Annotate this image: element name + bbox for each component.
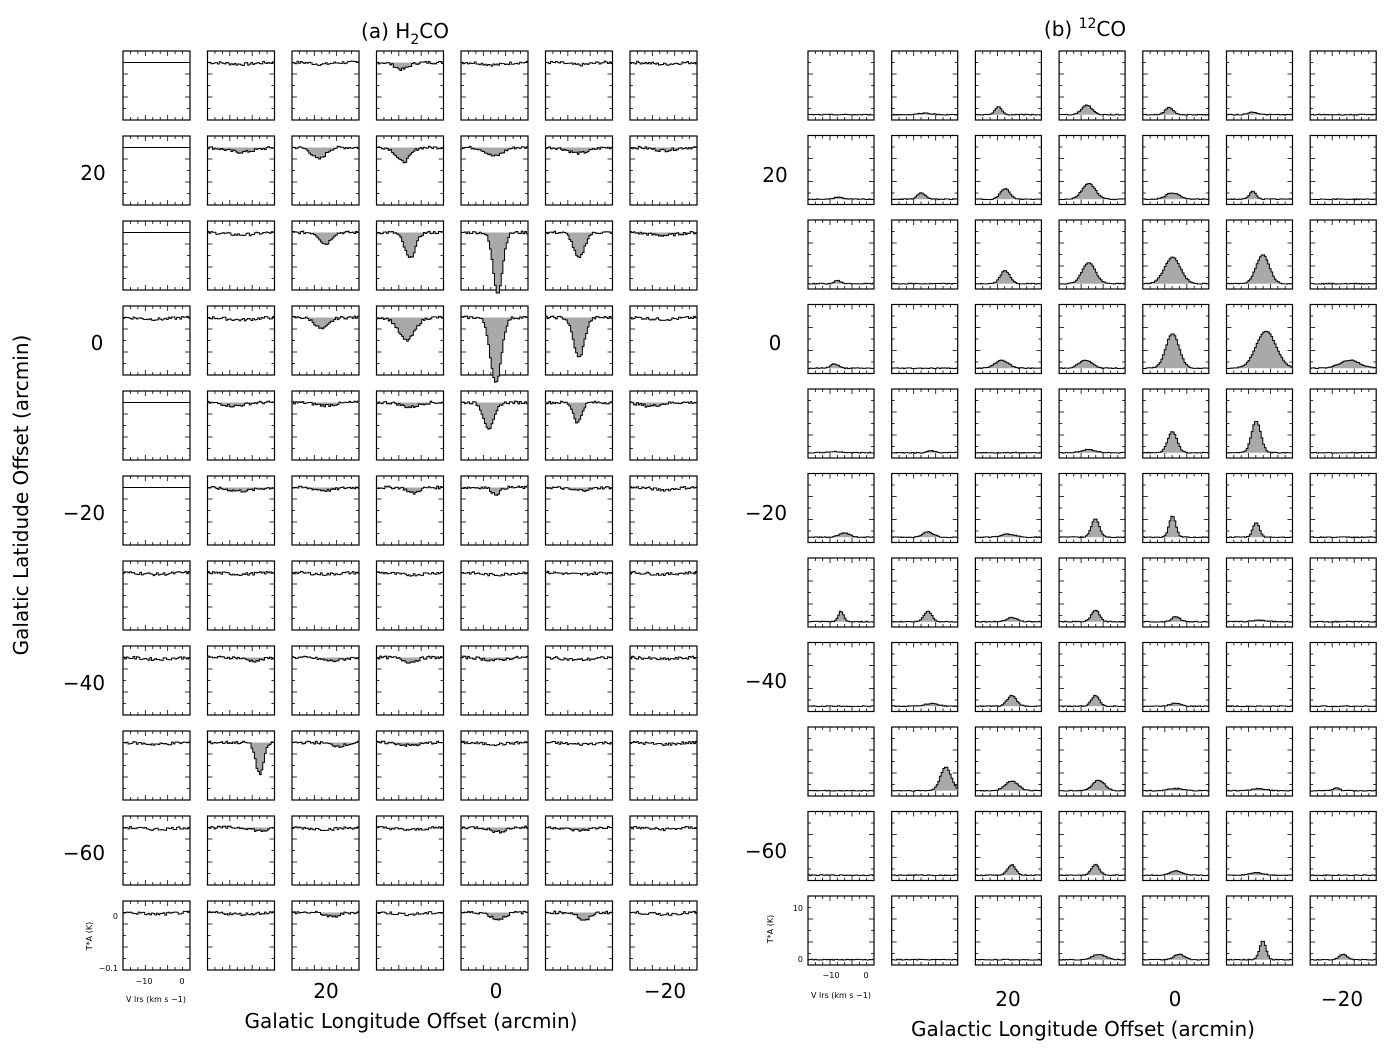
cell-frame [546,816,613,885]
cell-frame [1227,136,1293,205]
panel-a-spectrum-cell-r7-c6 [630,646,697,715]
panel-a-spectrum-cell-r10-c2 [292,901,359,970]
panel-b-spectrum-cell-r2-c5 [1227,220,1293,289]
panel-a-spectrum-cell-r8-c0 [123,731,190,800]
cell-frame [123,306,190,375]
panel-a-spectrum-cell-r1-c6 [630,136,697,205]
panel-b-spectrum-cell-r5-c2 [975,474,1041,543]
panel-a-lat-tick-m60: −60 [62,841,106,865]
panel-a-spectrum-cell-r10-c3 [377,901,444,970]
cell-frame [892,305,958,374]
panel-a-spectrum-cell-r2-c3 [377,221,444,290]
panel-b-spectrum-cell-r4-c4 [1143,389,1209,458]
panel-b-spectrum-cell-r10-c3 [1059,896,1125,965]
panel-a-spectrum-cell-r1-c3 [377,136,444,205]
panel-b-spectrum-cell-r1-c4 [1143,136,1209,205]
panel-b-lat-tick-0: 0 [768,331,782,355]
panel-a-spectrum-cell-r0-c4 [461,51,528,120]
panel-a-lat-tick-20: 20 [80,161,106,185]
panel-a-spectrum-cell-r8-c6 [630,731,697,800]
cell-frame [123,136,190,205]
cell-frame [1310,389,1376,458]
cell-frame [377,136,444,205]
panel-a-spectrum-cell-r7-c5 [546,646,613,715]
panel-b-spectrum-cell-r0-c6 [1310,51,1376,120]
panel-b-spectrum-cell-r5-c0 [808,474,874,543]
panel-b-spectrum-cell-r6-c5 [1227,558,1293,627]
spectrum-histogram [892,283,958,284]
cell-frame [1227,727,1293,796]
cell-frame [892,220,958,289]
panel-b-spectrum-cell-r2-c0 [808,220,874,289]
panel-b-spectrum-cell-r5-c4 [1143,474,1209,543]
panel-b-lat-tick-m20: −20 [744,501,788,525]
panel-b-spectrum-cell-r2-c6 [1310,220,1376,289]
panel-b-spectrum-cell-r5-c5 [1227,474,1293,543]
panel-a-spectrum-cell-r6-c0 [123,561,190,630]
panel-a-spectrum-cell-r3-c0 [123,306,190,375]
panel-b-spectrum-cell-r4-c2 [975,389,1041,458]
panel-a-spectrum-cell-r10-c0 [123,901,190,970]
panel-a-spectrum-cell-r1-c1 [208,136,275,205]
cell-frame [1310,643,1376,712]
panel-b-lon-tick-m20: −20 [1320,987,1364,1011]
panel-b-spectrum-cell-r3-c4 [1143,305,1209,374]
panel-a-spectrum-cell-r9-c6 [630,816,697,885]
panel-b-spectrum-cell-r6-c0 [808,558,874,627]
panel-b-spectrum-cell-r1-c6 [1310,136,1376,205]
panel-a-spectrum-cell-r4-c2 [292,391,359,460]
cell-frame [808,812,874,881]
cell-frame [208,476,275,545]
panel-a-spectrum-cell-r6-c3 [377,561,444,630]
panel-a-spectrum-cell-r6-c4 [461,561,528,630]
cell-frame [1310,474,1376,543]
cell-frame [975,51,1041,120]
panel-b-lat-tick-m60: −60 [744,839,788,863]
cell-frame [208,221,275,290]
panel-a-spectrum-cell-r3-c2 [292,306,359,375]
panel-b-spectrum-cell-r7-c5 [1227,643,1293,712]
panel-a-spectrum-cell-r9-c1 [208,816,275,885]
panel-b-spectrum-cell-r6-c6 [1310,558,1376,627]
cell-frame [546,476,613,545]
panel-b-spectrum-cell-r3-c3 [1059,305,1125,374]
panel-b-spectrum-cell-r3-c5 [1227,305,1293,374]
cell-frame [208,136,275,205]
panel-a-lon-tick-m20: −20 [643,979,687,1003]
cell-frame [377,901,444,970]
panel-a-lon-tick-0: 0 [489,979,503,1003]
panel-a-spectrum-cell-r3-c4 [461,306,528,382]
panel-b-spectrum-cell-r5-c1 [892,474,958,543]
panel-a-spectrum-cell-r0-c2 [292,51,359,120]
cell-frame [123,51,190,120]
panel-b-inset-ytick-10: 10 [792,904,803,913]
panel-b-spectrum-cell-r10-c2 [975,896,1041,965]
cell-frame [123,391,190,460]
cell-frame [808,136,874,205]
panel-b-spectrum-cell-r7-c6 [1310,643,1376,712]
panel-b-spectrum-cell-r2-c1 [892,220,958,289]
panel-a-spectrum-cell-r1-c5 [546,136,613,205]
panel-b-spectrum-cell-r4-c6 [1310,389,1376,458]
panel-a-spectrum-cell-r9-c4 [461,816,528,885]
cell-frame [1059,389,1125,458]
panel-b-spectrum-cell-r7-c3 [1059,643,1125,712]
panel-b-spectrum-cell-r10-c0 [808,896,874,965]
panel-a-spectrum-cell-r5-c2 [292,476,359,545]
panel-b-spectrum-cell-r3-c6 [1310,305,1376,374]
spectrum-histogram [1310,875,1376,876]
panel-a-spectrum-cell-r3-c5 [546,306,613,375]
panel-b-spectrum-cell-r7-c2 [975,643,1041,712]
cell-frame [808,643,874,712]
panel-b-spectrum-cell-r1-c0 [808,136,874,205]
panel-a-spectrum-cell-r4-c4 [461,391,528,460]
cell-frame [630,391,697,460]
panel-a-spectrum-cell-r1-c4 [461,136,528,205]
panel-a-title: (a) $H_2CO$ [361,19,449,48]
cell-frame [808,51,874,120]
spectrum-histogram [1227,706,1293,707]
panel-b-spectrum-cell-r9-c3 [1059,812,1125,881]
cell-frame [892,812,958,881]
panel-b-spectrum-cell-r9-c5 [1227,812,1293,881]
cell-frame [123,476,190,545]
panel-a-lat-tick-m40: −40 [62,671,106,695]
y-axis-label: Galatic Latidude Offset (arcmin) [9,334,33,656]
panel-b-spectrum-cell-r8-c6 [1310,727,1376,796]
panel-b-spectrum-cell-r8-c1 [892,727,958,796]
panel-a-spectrum-cell-r7-c1 [208,646,275,715]
panel-a-spectra-grid [123,51,697,970]
panel-b-lon-tick-0: 0 [1168,987,1182,1011]
cell-frame [1143,727,1209,796]
panel-b-spectrum-cell-r6-c4 [1143,558,1209,627]
panel-a-inset-ylabel: T*A (K) [85,921,94,951]
panel-a-spectrum-cell-r2-c6 [630,221,697,290]
cell-frame [975,389,1041,458]
panel-b-title: (b) $^{12}$CO [1043,16,1127,41]
cell-frame [1143,643,1209,712]
panel-a-spectrum-cell-r2-c2 [292,221,359,290]
panel-b-inset-xtick-0: 0 [863,971,869,980]
panel-a-spectrum-cell-r6-c1 [208,561,275,630]
panel-b-inset-xlabel: V lrs (km s −1) [811,991,871,1000]
panel-b-spectrum-cell-r0-c5 [1227,51,1293,120]
panel-b-x-axis-label: Galactic Longitude Offset (arcmin) [911,1017,1255,1041]
panel-a-spectrum-cell-r0-c0 [123,51,190,120]
panel-b-inset-xtick-m10: −10 [822,971,840,980]
panel-b-spectra-grid [808,51,1376,965]
panel-a-spectrum-cell-r10-c4 [461,901,528,970]
panel-b-spectrum-cell-r3-c0 [808,305,874,374]
cell-frame [808,305,874,374]
panel-b-spectrum-cell-r7-c4 [1143,643,1209,712]
panel-a-spectrum-cell-r7-c4 [461,646,528,715]
panel-b-spectrum-cell-r3-c2 [975,305,1041,374]
cell-frame [546,391,613,460]
panel-b-spectrum-cell-r2-c3 [1059,220,1125,289]
cell-frame [208,391,275,460]
panel-a-lat-tick-0: 0 [90,331,104,355]
spectrum-histogram [808,114,874,115]
panel-a-spectrum-cell-r5-c6 [630,476,697,545]
cell-frame [461,51,528,120]
panel-a-spectrum-cell-r5-c0 [123,476,190,545]
panel-a-inset-xtick-0: 0 [179,977,185,986]
panel-b-spectrum-cell-r4-c0 [808,389,874,458]
panel-b-spectrum-cell-r8-c4 [1143,727,1209,796]
panel-a-spectrum-cell-r7-c0 [123,646,190,715]
panel-b-spectrum-cell-r3-c1 [892,305,958,374]
panel-b-spectrum-cell-r8-c2 [975,727,1041,796]
cell-frame [975,474,1041,543]
cell-frame [1227,51,1293,120]
cell-frame [1310,136,1376,205]
panel-a-spectrum-cell-r4-c0 [123,391,190,460]
panel-b-spectrum-cell-r9-c1 [892,812,958,881]
cell-frame [1310,51,1376,120]
panel-a-spectrum-cell-r6-c5 [546,561,613,630]
panel-a-x-axis-label: Galatic Longitude Offset (arcmin) [244,1009,578,1033]
cell-frame [808,474,874,543]
cell-frame [975,558,1041,627]
cell-frame [630,221,697,290]
panel-b-spectrum-cell-r7-c1 [892,643,958,712]
cell-frame [630,561,697,630]
spectrum-histogram [892,368,958,369]
panel-a-spectrum-cell-r8-c5 [546,731,613,800]
panel-b-spectrum-cell-r10-c5 [1227,896,1293,965]
cell-frame [1143,51,1209,120]
panel-a-spectrum-cell-r1-c0 [123,136,190,205]
panel-a-spectrum-cell-r9-c5 [546,816,613,885]
panel-b-spectrum-cell-r0-c2 [975,51,1041,120]
panel-a-spectrum-cell-r9-c2 [292,816,359,885]
panel-a-spectrum-cell-r3-c3 [377,306,444,375]
spectrum-histogram [1310,706,1376,707]
panel-b-spectrum-cell-r9-c4 [1143,812,1209,881]
panel-b-spectrum-cell-r4-c1 [892,389,958,458]
cell-frame [461,561,528,630]
cell-frame [808,389,874,458]
cell-frame [208,731,275,800]
cell-frame [1059,896,1125,965]
panel-a-spectrum-cell-r8-c1 [208,731,275,800]
panel-b-spectrum-cell-r4-c5 [1227,389,1293,458]
cell-frame [292,136,359,205]
panel-b-spectrum-cell-r5-c3 [1059,474,1125,543]
panel-b-lat-tick-m40: −40 [744,669,788,693]
panel-a-spectrum-cell-r2-c4 [461,221,528,293]
panel-b-spectrum-cell-r0-c1 [892,51,958,120]
cell-frame [1227,558,1293,627]
panel-a-spectrum-cell-r2-c5 [546,221,613,290]
panel-b-spectrum-cell-r9-c0 [808,812,874,881]
cell-frame [892,389,958,458]
panel-a-spectrum-cell-r5-c4 [461,476,528,545]
cell-frame [292,816,359,885]
cell-frame [892,51,958,120]
panel-a-spectrum-cell-r0-c3 [377,51,444,120]
cell-frame [377,51,444,120]
panel-a-spectrum-cell-r6-c6 [630,561,697,630]
cell-frame [1310,812,1376,881]
cell-frame [808,220,874,289]
panel-a-spectrum-cell-r2-c1 [208,221,275,290]
cell-frame [546,561,613,630]
panel-b-spectrum-cell-r2-c4 [1143,220,1209,289]
panel-a-spectrum-cell-r7-c2 [292,646,359,715]
panel-a-spectrum-cell-r10-c6 [630,901,697,970]
panel-b-spectrum-cell-r8-c0 [808,727,874,796]
panel-b-spectrum-cell-r2-c2 [975,220,1041,289]
panel-a-inset-xtick-m10: −10 [135,977,153,986]
cell-frame [630,901,697,970]
panel-a-spectrum-cell-r10-c1 [208,901,275,970]
cell-frame [292,901,359,970]
panel-a-spectrum-cell-r6-c2 [292,561,359,630]
spectrum-histogram [1310,452,1376,453]
panel-a-inset-ytick-m01: −0.1 [98,964,118,973]
panel-a-lat-tick-m20: −20 [62,501,106,525]
panel-a-spectrum-cell-r10-c5 [546,901,613,970]
panel-a-spectrum-cell-r4-c1 [208,391,275,460]
cell-frame [1227,812,1293,881]
panel-b-inset-ytick-0: 0 [797,955,803,964]
spectrum-histogram [892,959,958,960]
panel-a-spectrum-cell-r8-c4 [461,731,528,800]
panel-b-spectrum-cell-r6-c1 [892,558,958,627]
panel-b-spectrum-cell-r1-c3 [1059,136,1125,205]
panel-a-spectrum-cell-r5-c5 [546,476,613,545]
panel-b-spectrum-cell-r10-c6 [1310,896,1376,965]
cell-frame [892,643,958,712]
panel-b-lat-tick-20: 20 [762,163,788,187]
panel-a-spectrum-cell-r4-c6 [630,391,697,460]
cell-frame [208,561,275,630]
panel-a-spectrum-cell-r4-c3 [377,391,444,460]
panel-b-inset-ylabel: T*A (K) [766,914,775,944]
panel-a-spectrum-cell-r9-c0 [123,816,190,885]
cell-frame [1227,643,1293,712]
cell-frame [377,561,444,630]
panel-b-spectrum-cell-r4-c3 [1059,389,1125,458]
cell-frame [123,901,190,970]
cell-frame [377,731,444,800]
panel-b-spectrum-cell-r9-c2 [975,812,1041,881]
panel-b-spectrum-cell-r10-c1 [892,896,958,965]
panel-a-spectrum-cell-r3-c6 [630,306,697,375]
panel-a-spectrum-cell-r5-c3 [377,476,444,545]
panel-a-spectrum-cell-r8-c2 [292,731,359,800]
panel-b-spectrum-cell-r8-c3 [1059,727,1125,796]
cell-frame [975,896,1041,965]
cell-frame [546,136,613,205]
cell-frame [1310,727,1376,796]
panel-a-spectrum-cell-r8-c3 [377,731,444,800]
spectrum-histogram [808,706,874,707]
panel-a-spectrum-cell-r3-c1 [208,306,275,375]
spectrum-histogram [808,959,874,960]
panel-b-spectrum-cell-r5-c6 [1310,474,1376,543]
panel-b-spectrum-cell-r10-c4 [1143,896,1209,965]
cell-frame [292,731,359,800]
cell-frame [808,896,874,965]
panel-a-spectrum-cell-r9-c3 [377,816,444,885]
panel-b-spectrum-cell-r0-c3 [1059,51,1125,120]
panel-b-spectrum-cell-r1-c1 [892,136,958,205]
panel-b-spectrum-cell-r9-c6 [1310,812,1376,881]
panel-a-lon-tick-20: 20 [313,979,339,1003]
panel-a-inset-ytick-0: 0 [112,912,118,921]
panel-b-spectrum-cell-r8-c5 [1227,727,1293,796]
cell-frame [1310,558,1376,627]
panel-b-spectrum-cell-r6-c3 [1059,558,1125,627]
spectrum-histogram [975,452,1041,453]
panel-a-spectrum-cell-r0-c1 [208,51,275,120]
cell-frame [892,896,958,965]
panel-b-lon-tick-20: 20 [995,987,1021,1011]
panel-b-spectrum-cell-r6-c2 [975,558,1041,627]
cell-frame [1310,220,1376,289]
panel-a-inset-xlabel: V lrs (km s −1) [126,995,186,1004]
cell-frame [630,731,697,800]
panel-b-spectrum-cell-r1-c2 [975,136,1041,205]
panel-a-spectrum-cell-r5-c1 [208,476,275,545]
panel-a-spectrum-cell-r2-c0 [123,221,190,290]
panel-a-spectrum-cell-r7-c3 [377,646,444,715]
panel-b-spectrum-cell-r7-c0 [808,643,874,712]
panel-b-spectrum-cell-r0-c4 [1143,51,1209,120]
cell-frame [808,727,874,796]
spectrum-histogram [1310,199,1376,200]
panel-a-spectrum-cell-r0-c6 [630,51,697,120]
cell-frame [630,476,697,545]
cell-frame [123,221,190,290]
panel-a-spectrum-cell-r1-c2 [292,136,359,205]
panel-a-spectrum-cell-r0-c5 [546,51,613,120]
panel-a-spectrum-cell-r4-c5 [546,391,613,460]
panel-b-spectrum-cell-r1-c5 [1227,136,1293,205]
panel-b-spectrum-cell-r0-c0 [808,51,874,120]
